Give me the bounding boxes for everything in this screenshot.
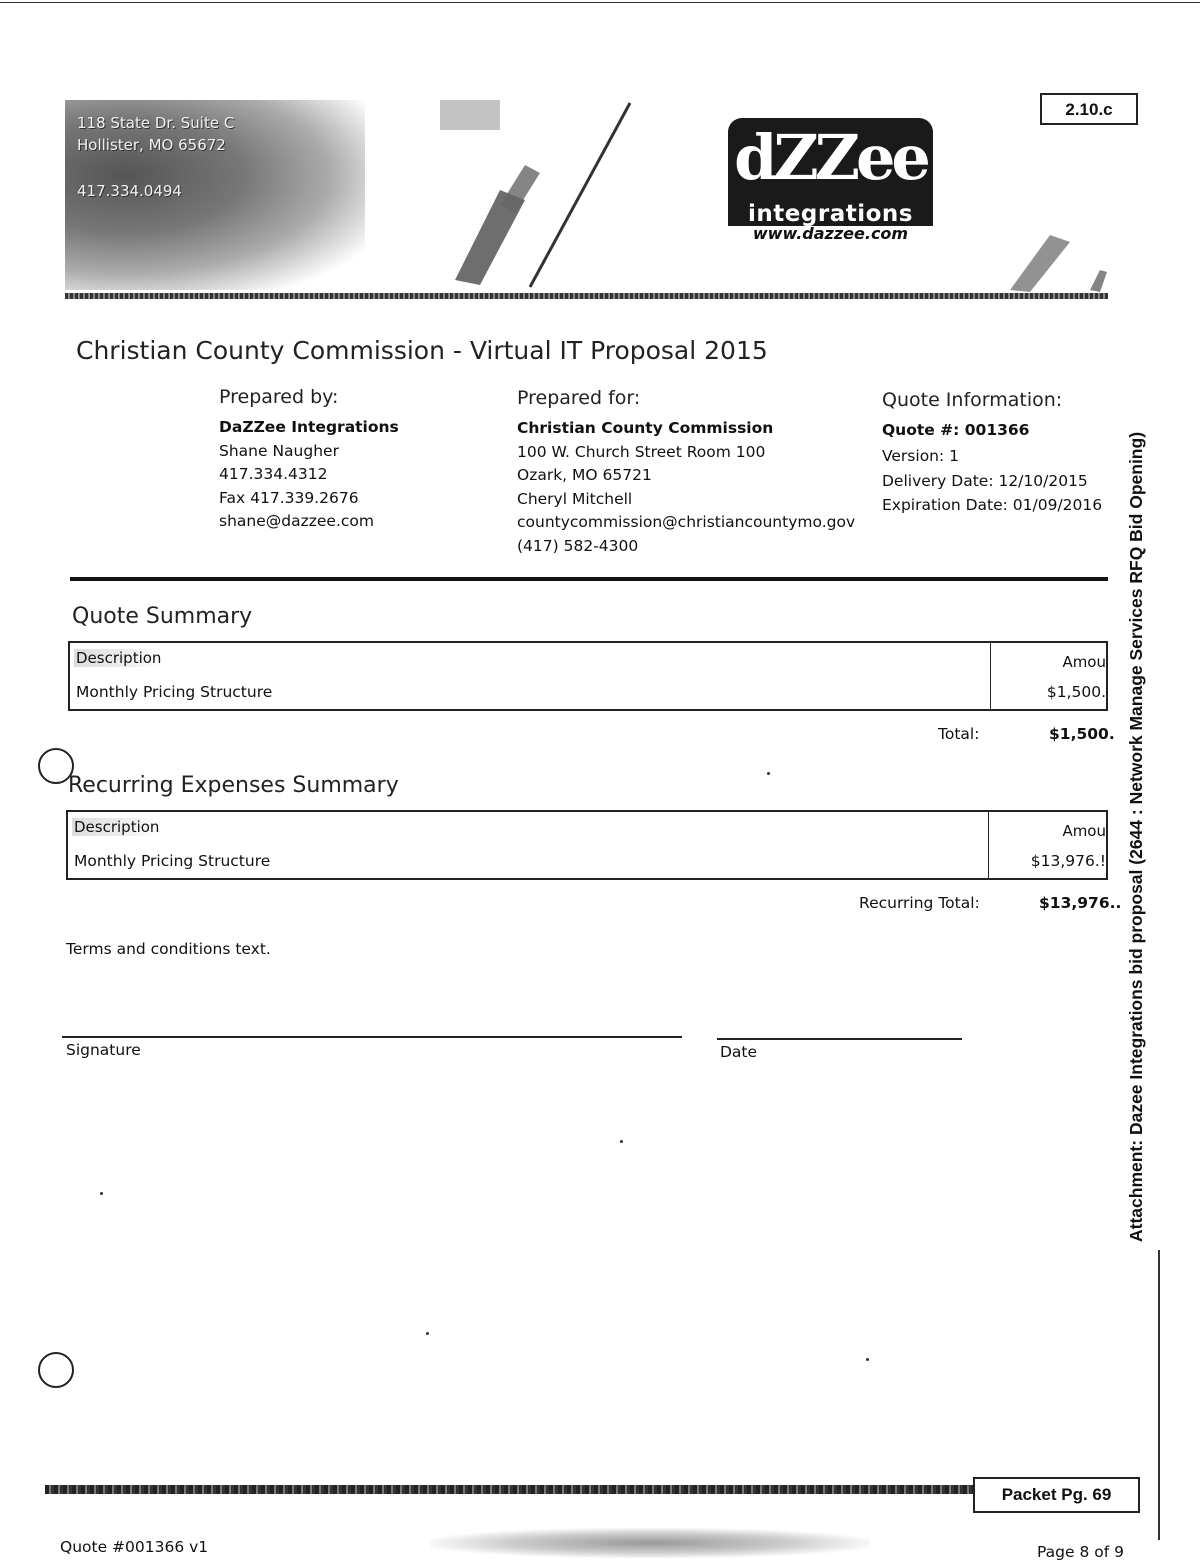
page-top-edge xyxy=(0,2,1200,3)
prepared-for-line: 100 W. Church Street Room 100 xyxy=(517,442,766,461)
total-label: Total: xyxy=(938,725,980,743)
footer-rule xyxy=(45,1485,975,1494)
logo-letters: dZZee xyxy=(734,121,927,194)
prepared-for-line: Ozark, MO 65721 xyxy=(517,466,652,484)
signature-line xyxy=(62,1036,682,1038)
address-banner xyxy=(65,100,365,290)
amount-cell: $1,500. xyxy=(1046,683,1106,701)
logo-url: www.dazzee.com xyxy=(752,224,909,243)
recurring-summary-table xyxy=(66,810,1108,880)
delivery-date: Delivery Date: 12/10/2015 xyxy=(882,472,1088,490)
prepared-for-line: Cheryl Mitchell xyxy=(517,489,633,508)
quote-summary-table xyxy=(68,641,1108,711)
company-logo xyxy=(728,118,933,213)
quote-number: Quote #: 001366 xyxy=(882,421,1030,439)
quote-version: Version: 1 xyxy=(882,446,960,465)
quote-info-block xyxy=(882,389,1102,517)
packet-page-stamp: Packet Pg. 69 xyxy=(973,1477,1140,1513)
header-rule xyxy=(65,293,1108,299)
prepared-for-block xyxy=(517,387,855,558)
footer-smudge xyxy=(430,1528,870,1558)
section-divider xyxy=(70,577,1108,581)
header-right-decoration xyxy=(1005,230,1115,295)
prepared-for-company: Christian County Commission xyxy=(517,419,774,437)
recurring-total-value: $13,976.. xyxy=(1039,894,1122,912)
side-bar xyxy=(1158,1250,1160,1540)
amount-header: Amou xyxy=(1062,822,1106,840)
description-cell: Monthly Pricing Structure xyxy=(76,683,273,701)
address-line-1: 118 State Dr. Suite C xyxy=(77,114,235,132)
speck xyxy=(866,1358,869,1361)
signature-label: Signature xyxy=(66,1041,141,1059)
prepared-for-heading: Prepared for: xyxy=(517,387,641,409)
description-header: Description xyxy=(74,818,160,836)
total-value: $1,500. xyxy=(1049,725,1115,743)
prepared-by-company: DaZZee Integrations xyxy=(219,418,399,436)
attachment-side-note-text: Attachment: Dazee Integrations bid proposal (2644 : Network Manage Services RFQ Bid Opening) xyxy=(1126,431,1146,1242)
punch-hole xyxy=(38,748,74,784)
prepared-by-line: shane@dazzee.com xyxy=(219,512,374,530)
amount-column xyxy=(988,812,1106,878)
speck xyxy=(426,1332,429,1335)
footer-quote-ref: Quote #001366 v1 xyxy=(60,1538,209,1556)
amount-cell: $13,976.! xyxy=(1030,852,1106,870)
prepared-for-line: countycommission@christiancountymo.gov xyxy=(517,513,856,531)
address-line-2: Hollister, MO 65672 xyxy=(77,136,226,154)
quote-summary-title: Quote Summary xyxy=(72,604,253,629)
amount-column xyxy=(990,643,1106,709)
description-cell: Monthly Pricing Structure xyxy=(74,852,271,870)
description-header: Description xyxy=(76,649,162,667)
prepared-by-heading: Prepared by: xyxy=(219,386,339,408)
prepared-by-line: 417.334.4312 xyxy=(219,465,328,483)
quote-info-heading: Quote Information: xyxy=(882,389,1063,411)
recurring-summary-title: Recurring Expenses Summary xyxy=(68,773,399,798)
recurring-total-label: Recurring Total: xyxy=(859,894,980,912)
header-decoration xyxy=(400,95,720,295)
expiration-date: Expiration Date: 01/09/2016 xyxy=(882,495,1103,514)
prepared-for-line: (417) 582-4300 xyxy=(517,536,639,555)
logo-wordmark: integrations xyxy=(728,202,933,226)
prepared-by-line: Shane Naugher xyxy=(219,441,339,460)
agenda-stamp: 2.10.c xyxy=(1040,93,1138,125)
address-phone: 417.334.0494 xyxy=(77,182,182,200)
prepared-by-line: Fax 417.339.2676 xyxy=(219,488,359,507)
punch-hole xyxy=(38,1352,74,1388)
amount-header: Amou xyxy=(1062,653,1106,671)
speck xyxy=(767,772,770,775)
footer-page-number: Page 8 of 9 xyxy=(1037,1543,1124,1561)
speck xyxy=(100,1192,103,1195)
date-line xyxy=(717,1038,962,1040)
prepared-by-block xyxy=(219,386,399,534)
terms-text: Terms and conditions text. xyxy=(66,940,271,958)
speck xyxy=(620,1140,623,1143)
document-title: Christian County Commission - Virtual IT Proposal 2015 xyxy=(76,336,768,365)
date-label: Date xyxy=(720,1043,758,1061)
